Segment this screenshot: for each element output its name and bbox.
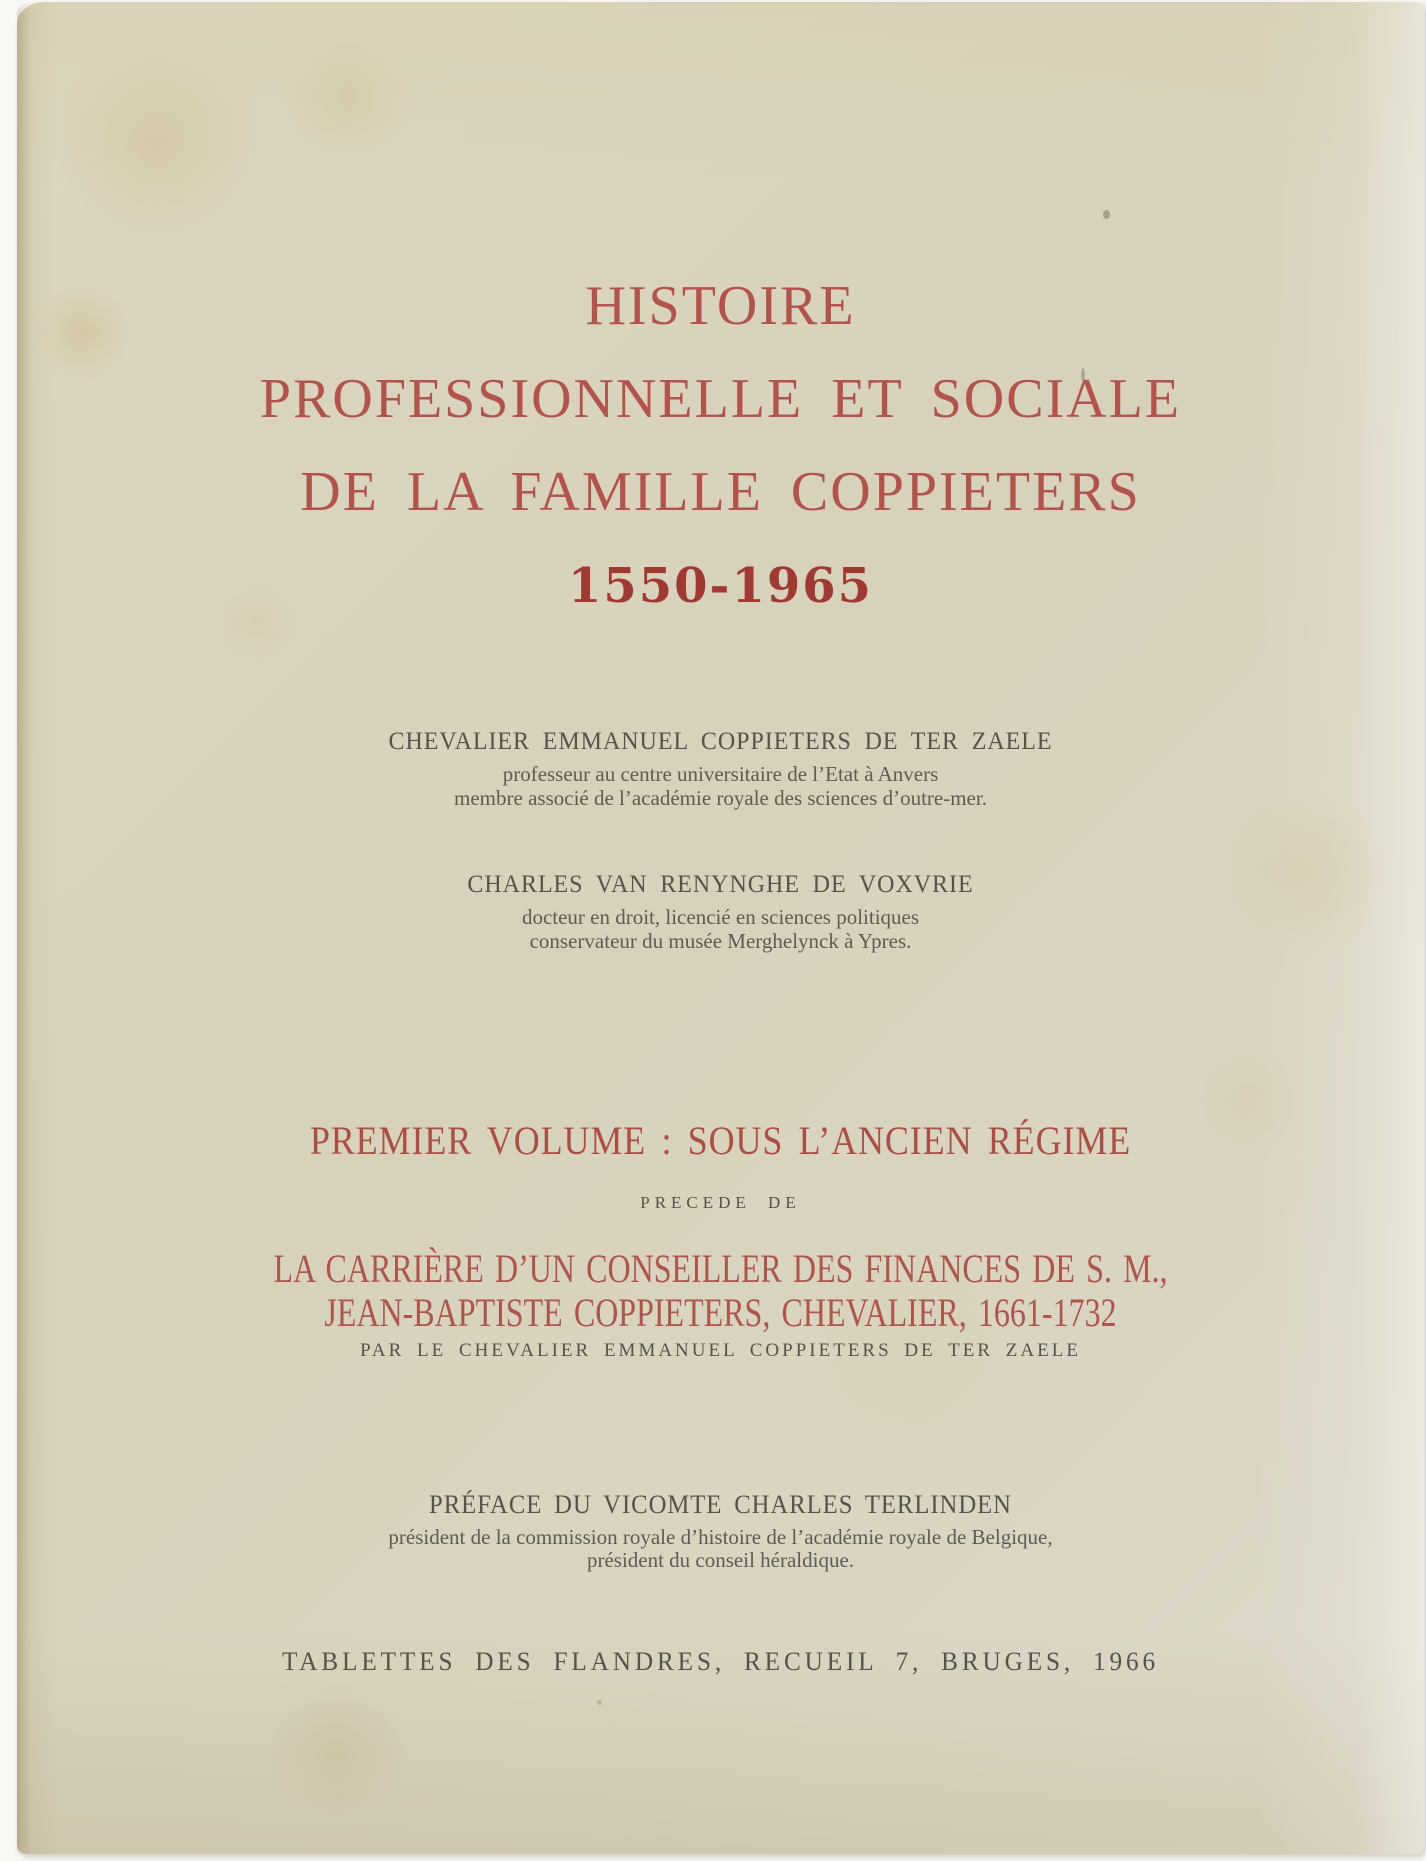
paper-speck <box>1103 210 1110 219</box>
preceded-work-line-2: JEAN-BAPTISTE COPPIETERS, CHEVALIER, 1661-1732 <box>324 1290 1117 1335</box>
book-title-line-3: DE LA FAMILLE COPPIETERS <box>300 461 1141 523</box>
book-cover <box>17 2 1424 1854</box>
preface-title-2: président du conseil héraldique. <box>586 1548 855 1572</box>
preceded-work-line-1: LA CARRIÈRE D’UN CONSEILLER DES FINANCES DE S. M., <box>273 1246 1168 1291</box>
book-title-line-2: PROFESSIONNELLE ET SOCIALE <box>259 368 1182 430</box>
author-1-title-1: professeur au centre universitaire de l’Etat à Anvers <box>502 762 939 786</box>
preface-title-1: président de la commission royale d’histoire de l’académie royale de Belgique, <box>388 1525 1053 1549</box>
book-date-range: 1550-1965 <box>567 558 874 614</box>
paper-speck <box>597 1700 602 1705</box>
author-1-title-2: membre associé de l’académie royale des sciences d’outre-mer. <box>454 786 987 810</box>
author-2-title-1: docteur en droit, licencié en sciences politiques <box>521 905 920 929</box>
imprint-line: TABLETTES DES FLANDRES, RECUEIL 7, BRUGES, 1966 <box>281 1647 1160 1676</box>
author-2-name: CHARLES VAN RENYNGHE DE VOXVRIE <box>467 871 974 898</box>
preceded-work-byline: PAR LE CHEVALIER EMMANUEL COPPIETERS DE TER ZAELE <box>360 1340 1081 1361</box>
preceded-by-label: PRECEDE DE <box>640 1193 801 1212</box>
author-2-title-2: conservateur du musée Merghelynck à Ypres. <box>529 929 912 953</box>
author-1-name: CHEVALIER EMMANUEL COPPIETERS DE TER ZAELE <box>388 728 1053 755</box>
preface-heading: PRÉFACE DU VICOMTE CHARLES TERLINDEN <box>429 1490 1012 1519</box>
book-title-line-1: HISTOIRE <box>585 275 856 337</box>
volume-title: PREMIER VOLUME : SOUS L’ANCIEN RÉGIME <box>309 1118 1132 1163</box>
